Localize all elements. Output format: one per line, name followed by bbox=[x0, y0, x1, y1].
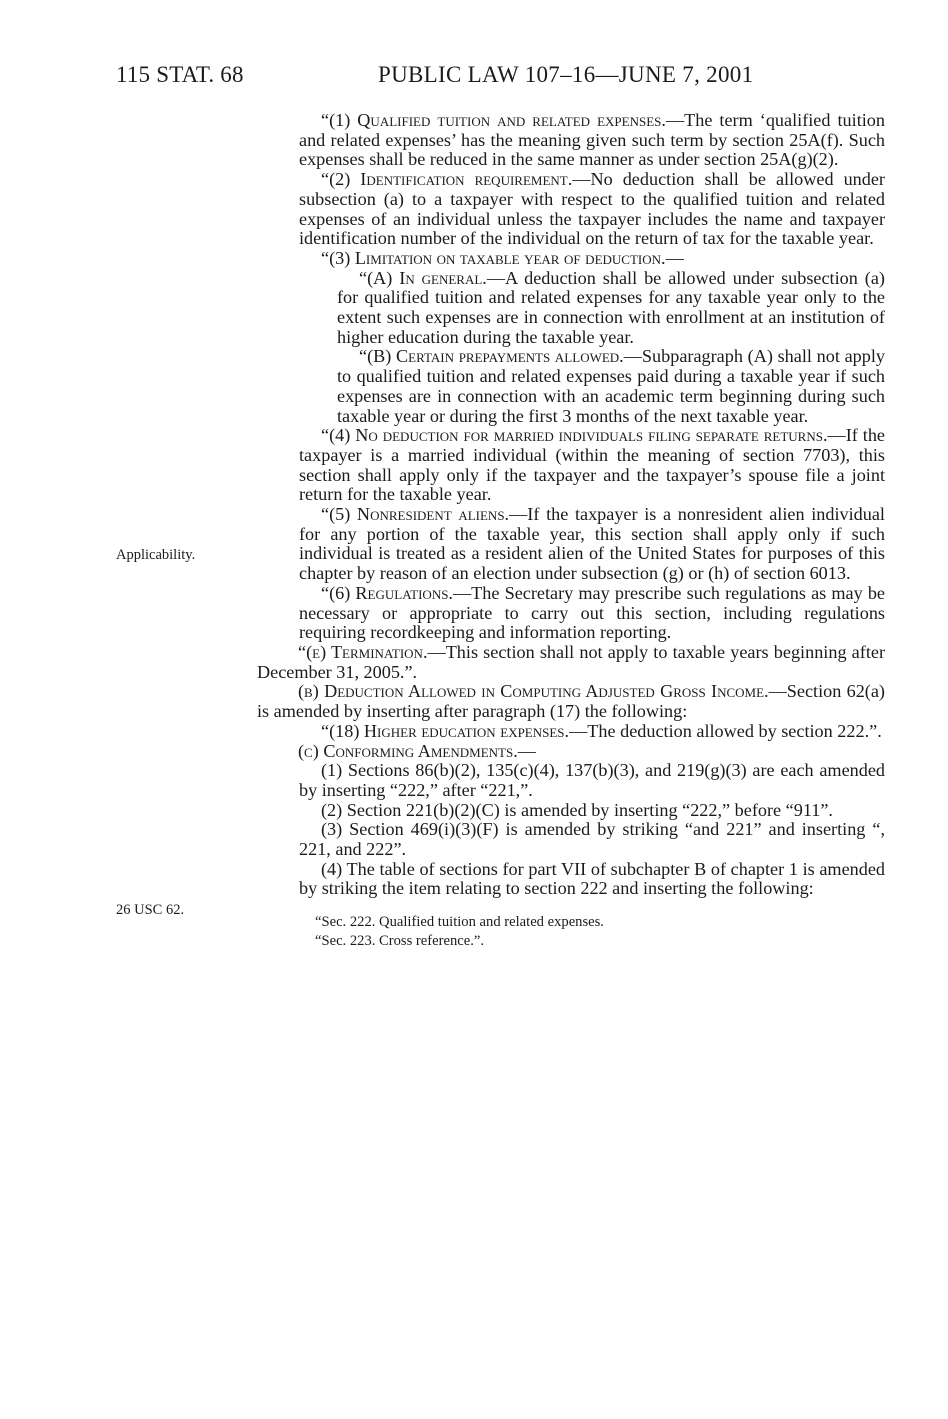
amendment-4: (4) The table of sections for part VII of subchapter B of chapter 1 is amended by striking the item relating to section 222 and inserting the following: bbox=[299, 858, 885, 899]
paragraph-heading: “(6) Regulations. bbox=[321, 582, 453, 603]
subparagraph-3a bbox=[257, 269, 885, 348]
stat-page-number: 115 STAT. 68 bbox=[116, 62, 244, 87]
amendment-2: (2) Section 221(b)(2)(C) is amended by inserting “222,” before “911”. bbox=[321, 799, 833, 820]
paragraph-text: —The term ‘qualified tuition and related expenses’ has the meaning given such term by section 25A(f). Such expenses shall be reduced in the same manner as under section 25A(g)(2). bbox=[299, 110, 885, 170]
subsection-c bbox=[257, 742, 885, 762]
paragraph-heading: “(3) Limitation on taxable year of deduction. bbox=[321, 247, 666, 268]
paragraph-heading: “(e) Termination. bbox=[298, 641, 428, 662]
paragraph-18 bbox=[257, 722, 885, 742]
paragraph-text: —Subparagraph (A) shall not apply to qualified tuition and related expenses paid during a taxable year if such expenses are in connection with an academic term beginning during such taxable year or during the first 3 months of the next taxable year. bbox=[337, 346, 885, 426]
paragraph-heading: “(1) Qualified tuition and related expenses. bbox=[321, 110, 666, 130]
paragraph-text: —This section shall not apply to taxable years beginning after December 31, 2005.”. bbox=[257, 641, 885, 682]
paragraph-4 bbox=[257, 426, 885, 505]
paragraph-heading: “(4) No deduction for married individuals filing separate returns. bbox=[321, 425, 828, 446]
paragraph-heading: “(2) Identification requirement. bbox=[321, 169, 573, 190]
toc-item: “Sec. 222. Qualified tuition and related expenses. bbox=[315, 914, 604, 931]
paragraph-text: —No deduction shall be allowed under subsection (a) to a taxpayer with respect to the qualified tuition and related expenses of an individual unless the taxpayer includes the name and taxpayer identification number of the individual on the return of tax for the taxable year. bbox=[299, 169, 885, 249]
paragraph-1 bbox=[257, 111, 885, 170]
paragraph-text: —A deduction shall be allowed under subsection (a) for qualified tuition and related expenses for any taxable year only to the extent such expenses are in connection with enrollment at an institution of higher education during the taxable year. bbox=[337, 267, 885, 347]
paragraph-heading: (b) Deduction Allowed in Computing Adjusted Gross Income. bbox=[298, 681, 769, 702]
paragraph-6 bbox=[257, 584, 885, 643]
paragraph-text: —The Secretary may prescribe such regulations as may be necessary or appropriate to carry out this section, including regulations requiring recordkeeping and information reporting. bbox=[299, 582, 885, 643]
subparagraph-3b bbox=[257, 347, 885, 426]
paragraph-2 bbox=[257, 170, 885, 249]
paragraph-heading: “(5) Nonresident aliens. bbox=[321, 504, 510, 525]
subsection-b bbox=[257, 682, 885, 721]
statute-body bbox=[257, 111, 885, 951]
margin-note-usc: 26 USC 62. bbox=[116, 902, 185, 918]
paragraph-heading: “(A) In general. bbox=[359, 267, 487, 288]
running-header: PUBLIC LAW 107–16—JUNE 7, 2001 bbox=[378, 62, 754, 87]
spacer bbox=[257, 899, 885, 913]
toc-item: “Sec. 223. Cross reference.”. bbox=[315, 933, 484, 950]
paragraph-text: —If the taxpayer is a nonresident alien individual for any portion of the taxable year, this section shall apply only if such individual is treated as a resident alien of the United States for purposes of this chapter by reason of an election under subsection (g) or (h) of section 6013. bbox=[299, 504, 885, 584]
subsection-e bbox=[257, 643, 885, 682]
paragraph-text: — bbox=[665, 247, 684, 268]
paragraph-text: —The deduction allowed by section 222.”. bbox=[569, 720, 882, 741]
amendment-1: (1) Sections 86(b)(2), 135(c)(4), 137(b)(3), and 219(g)(3) are each amended by inserting “222,” after “221,”. bbox=[299, 760, 885, 800]
margin-note-applicability: Applicability. bbox=[116, 547, 196, 563]
paragraph-heading: “(B) Certain prepayments allowed. bbox=[359, 346, 624, 367]
paragraph-heading: (c) Conforming Amendments. bbox=[298, 740, 518, 761]
table-of-sections bbox=[257, 913, 885, 951]
paragraph-text: —If the taxpayer is a married individual (within the meaning of section 7703), this section shall apply only if the taxpayer and the taxpayer’s spouse file a joint return for the taxable year. bbox=[299, 425, 885, 505]
paragraph-3 bbox=[257, 249, 885, 269]
paragraph-text: —Section 62(a) is amended by inserting after paragraph (17) the following: bbox=[257, 681, 885, 722]
amendment-3: (3) Section 469(i)(3)(F) is amended by striking “and 221” and inserting “, 221, and 222”. bbox=[299, 819, 885, 860]
paragraph-text: — bbox=[517, 740, 536, 761]
paragraph-5 bbox=[257, 505, 885, 584]
paragraph-heading: “(18) Higher education expenses. bbox=[321, 720, 570, 741]
